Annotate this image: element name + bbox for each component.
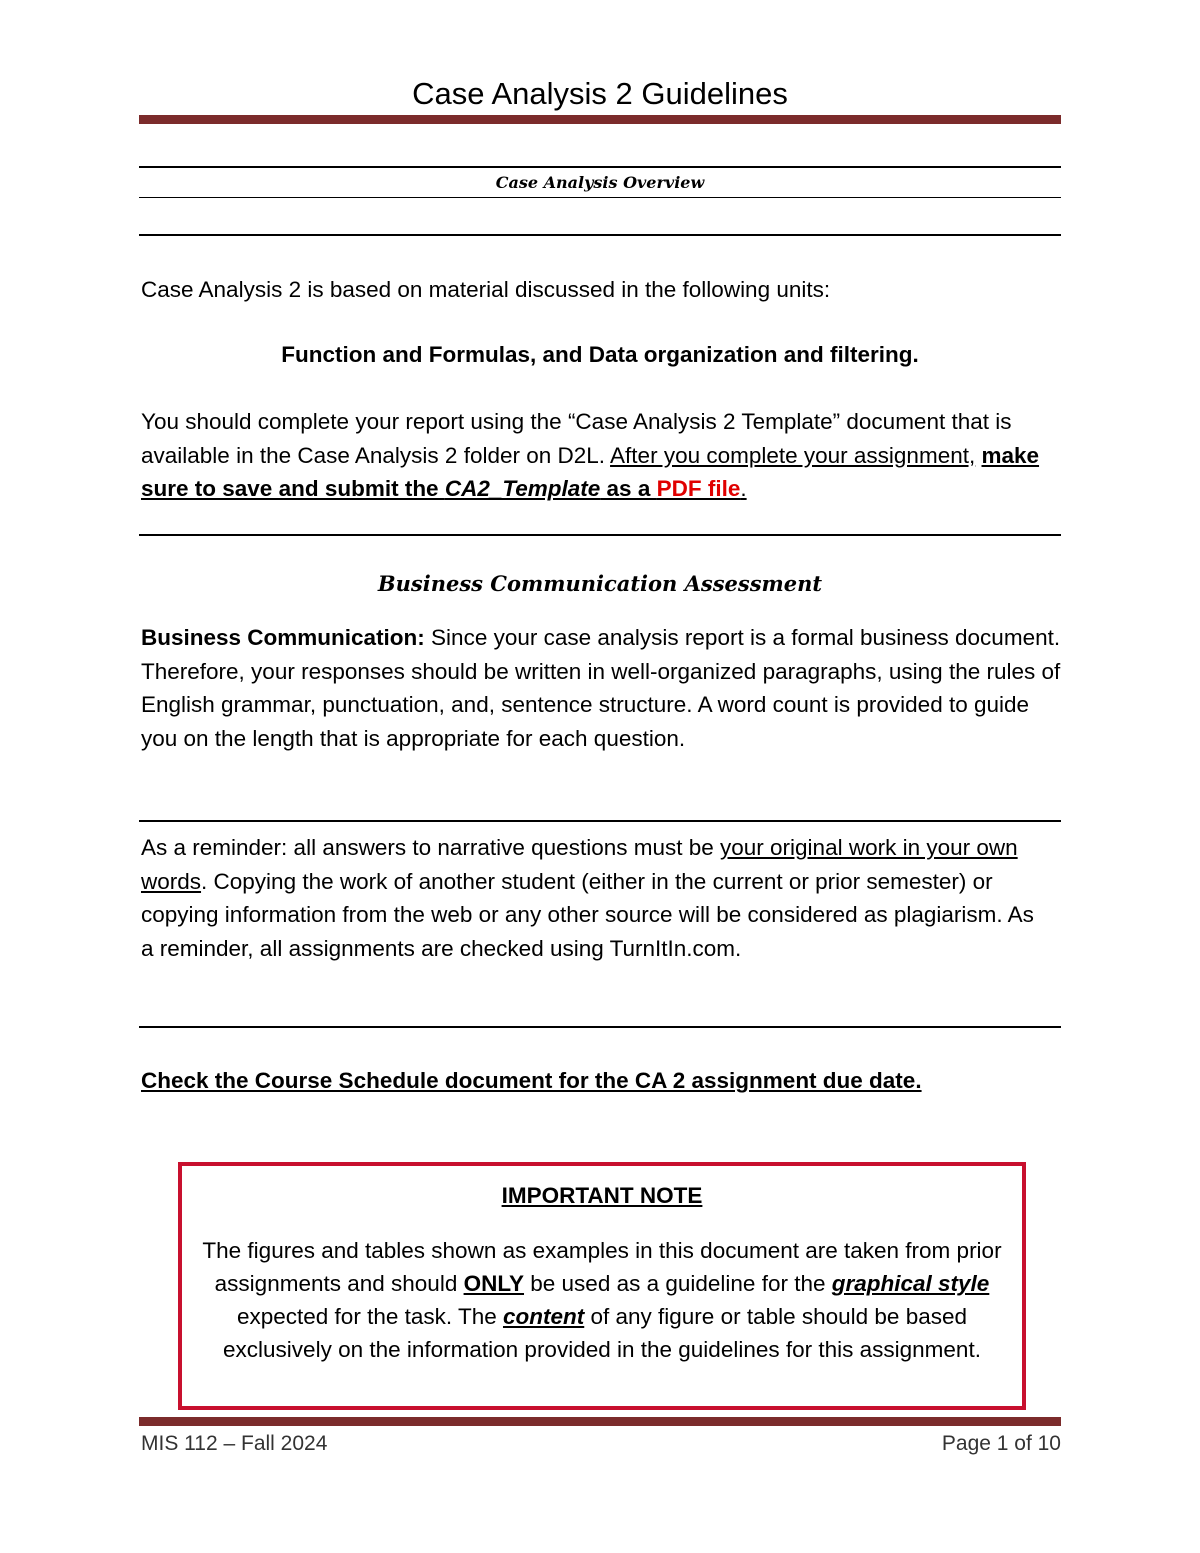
reminder-text: As a reminder: all answers to narrative questions must be [141,835,721,860]
note-text-4: of any figure or table should be based exclusively on the information provided in the guidelines for this assignment. [223,1304,981,1362]
section-rule-3 [139,820,1061,822]
original-work-text: your original work in your own words [141,835,1018,894]
pdf-file-text: PDF file [656,476,741,501]
schedule-note: Check the Course Schedule document for the CA 2 assignment due date. [141,1068,922,1093]
business-label: Business Communication: [141,625,425,650]
note-text-2: be used as a guideline for the [524,1271,832,1296]
note-text-3: expected for the task. The [236,1304,503,1329]
footer-page-number: Page 1 of 10 [941,1432,1061,1455]
template-filename: CA2_Template [444,476,601,501]
complete-assignment-text: After you complete your assignment, [610,442,976,468]
important-note-title: IMPORTANT NOTE [501,1183,703,1208]
section-rule-1 [139,234,1061,236]
reminder-paragraph [141,831,1046,965]
only-text: ONLY [463,1271,525,1296]
footer-rule [139,1417,1061,1426]
header-rule [139,115,1061,124]
business-heading: Business Communication Assessment [377,571,823,596]
important-note-box [178,1162,1026,1410]
page-title: Case Analysis 2 Guidelines [412,76,788,111]
business-paragraph [141,621,1066,755]
important-note-body [202,1234,1002,1366]
content-text: content [502,1304,585,1329]
section-rule-2 [139,534,1061,536]
template-paragraph [141,405,1066,506]
section-rule-4 [139,1026,1061,1028]
intro-line: Case Analysis 2 is based on material discussed in the following units: [141,277,831,302]
template-text: You should complete your report using the “Case Analysis 2 Template” document that is available in the Case Analysis 2 folder on D2L. [141,409,1012,468]
reminder-text-2: . Copying the work of another student (either in the current or prior semester) or copying information from the web or any other source will be considered as plagiarism. As a reminder, all assignments are checked using TurnItIn.com. [141,868,1034,961]
units-line: Function and Formulas, and Data organization and filtering. [281,342,919,367]
business-text: Since your case analysis report is a formal business document. Therefore, your responses should be written in well-organized paragraphs, using the rules of English grammar, punctuation, and, sentence structure. A word count is provided to guide you on the length that is appropriate for each question. [141,625,1061,751]
overview-top-rule [139,166,1061,168]
note-text-1: The figures and tables shown as examples in this document are taken from prior assignments and should [202,1238,1002,1296]
submit-text-2: as a [600,476,657,501]
submit-text: make sure to save and submit the [141,442,1040,501]
overview-bottom-rule [139,197,1061,198]
footer-course: MIS 112 – Fall 2024 [141,1432,328,1455]
period: . [740,476,747,501]
overview-heading: Case Analysis Overview [495,173,705,192]
graphical-style-text: graphical style [831,1271,990,1296]
